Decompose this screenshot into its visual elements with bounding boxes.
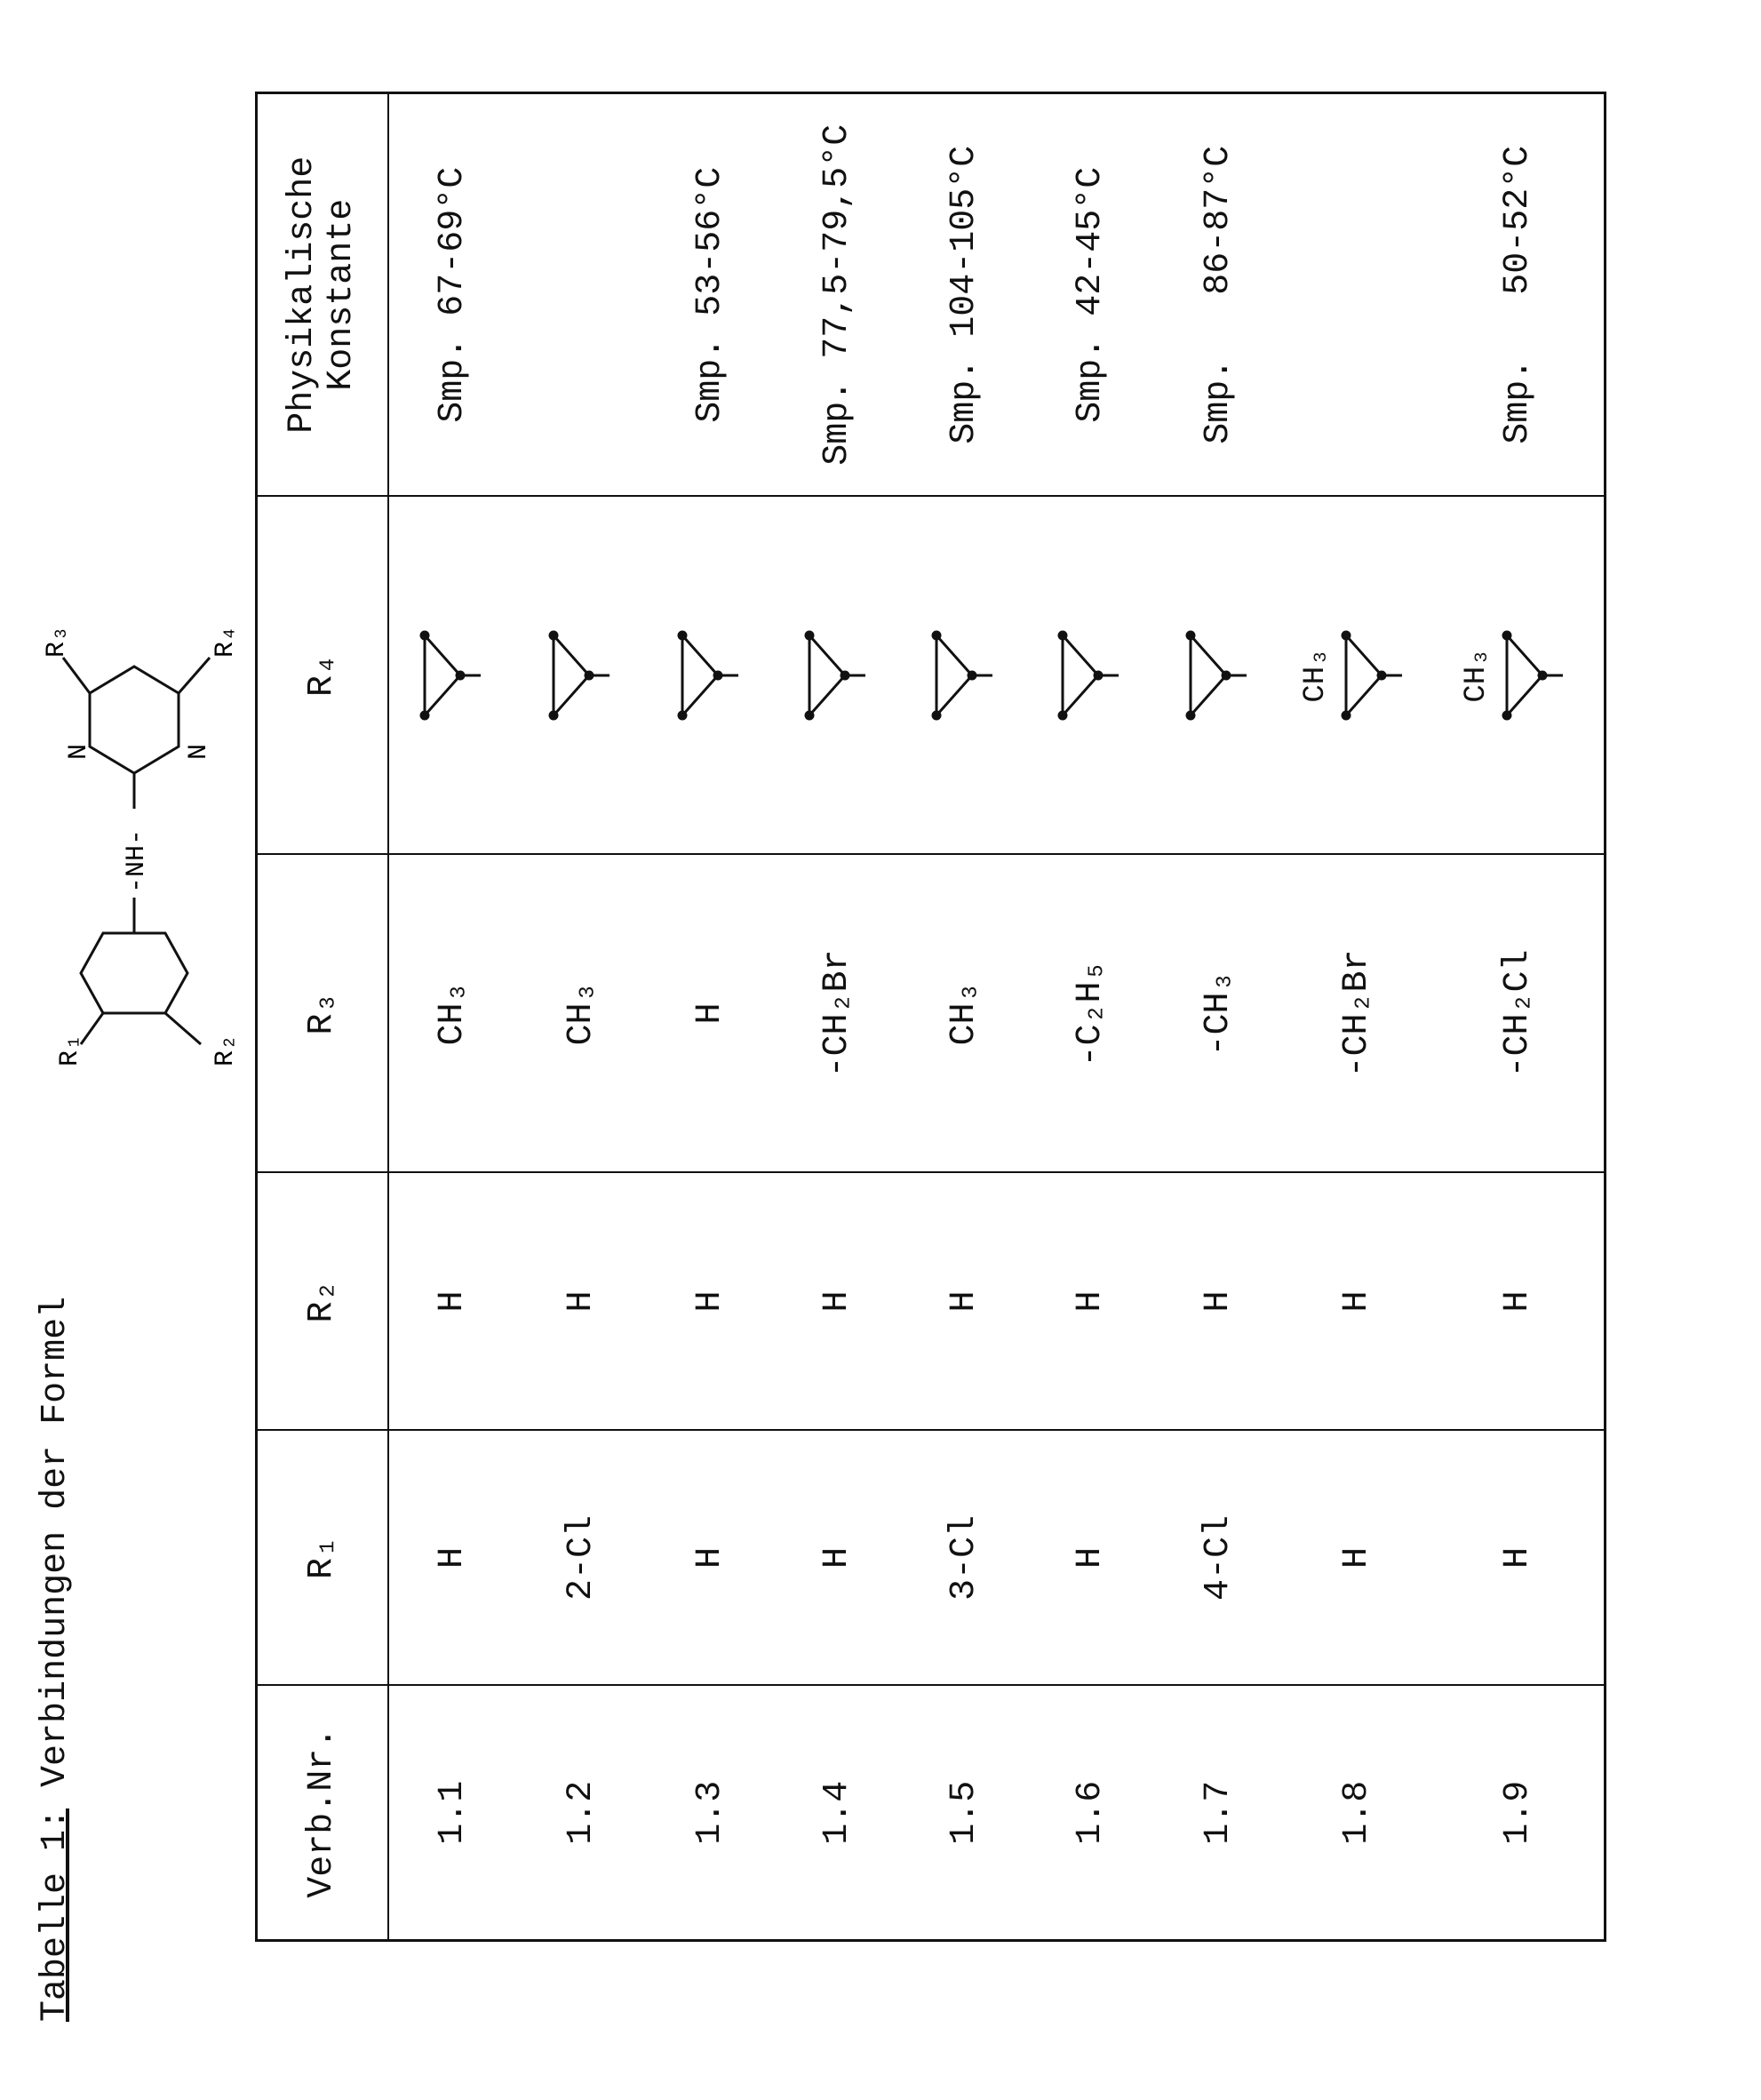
cell-r3: -CH₃ — [1154, 855, 1283, 1173]
cell-nr: 1.3 — [646, 1686, 775, 1941]
cyclopropyl-icon — [923, 627, 994, 724]
cell-phys: Smp. 86-87°C — [1154, 93, 1283, 497]
table-caption — [36, 1297, 76, 2022]
formula-r3: R₃ — [42, 626, 72, 658]
cell-r3: -CH₂Br — [775, 855, 901, 1173]
cell-r2: H — [1432, 1173, 1606, 1431]
cell-r2: H — [646, 1173, 775, 1431]
cell-r4 — [388, 497, 517, 855]
cell-r3: H — [646, 855, 775, 1173]
cyclopropyl-icon — [411, 627, 482, 724]
header-row — [257, 93, 388, 1941]
cell-r4 — [646, 497, 775, 855]
cyclopropyl-icon — [1177, 627, 1248, 724]
cell-r4 — [775, 497, 901, 855]
cell-r1: H — [1432, 1431, 1606, 1686]
table-row — [1028, 93, 1154, 1941]
header-r2: R₂ — [257, 1173, 388, 1431]
formula-r1: R₁ — [55, 1034, 85, 1066]
table-row — [646, 93, 775, 1941]
cell-r4 — [1154, 497, 1283, 855]
cell-r2: H — [517, 1173, 646, 1431]
cell-r2: H — [1154, 1173, 1283, 1431]
table-row — [388, 93, 517, 1941]
r4-substituent: CH₃ — [1299, 498, 1333, 854]
r4-substituent: CH₃ — [1460, 498, 1494, 854]
cell-nr: 1.2 — [517, 1686, 646, 1941]
header-r4: R₄ — [257, 497, 388, 855]
formula-r4: R₄ — [211, 626, 241, 658]
cell-r3: -CH₂Br — [1283, 855, 1432, 1173]
cell-nr: 1.9 — [1432, 1686, 1606, 1941]
header-phys-line2: Konstante — [322, 199, 362, 391]
table-row — [901, 93, 1028, 1941]
cell-nr: 1.1 — [388, 1686, 517, 1941]
cell-r2: H — [775, 1173, 901, 1431]
cell-r3: CH₃ — [517, 855, 646, 1173]
caption-label: Tabelle 1: — [36, 1809, 76, 2022]
cell-phys: Smp. 53-56°C — [646, 93, 775, 497]
cell-r3: CH₃ — [388, 855, 517, 1173]
cyclopropyl-icon — [540, 627, 611, 724]
formula-n-bottom: N — [184, 744, 214, 760]
formula-r2: R₂ — [211, 1034, 241, 1066]
cell-r4 — [1028, 497, 1154, 855]
formula-nh: -NH- — [122, 829, 152, 893]
header-r3: R₃ — [257, 855, 388, 1173]
cell-r1: H — [388, 1431, 517, 1686]
cell-phys: Smp. 50-52°C — [1432, 93, 1606, 497]
cell-r1: 3-Cl — [901, 1431, 1028, 1686]
table-row — [517, 93, 646, 1941]
cell-r1: H — [1028, 1431, 1154, 1686]
cell-r1: 4-Cl — [1154, 1431, 1283, 1686]
cyclopropyl-icon — [1333, 627, 1404, 724]
cell-phys: Smp. 104-105°C — [901, 93, 1028, 497]
cell-r4 — [1432, 497, 1606, 855]
cell-phys: Smp. 42-45°C — [1028, 93, 1154, 497]
header-r1: R₁ — [257, 1431, 388, 1686]
cell-r3: CH₃ — [901, 855, 1028, 1173]
cell-r4 — [901, 497, 1028, 855]
cell-r2: H — [1028, 1173, 1154, 1431]
cell-r4 — [517, 497, 646, 855]
cell-nr: 1.4 — [775, 1686, 901, 1941]
cyclopropyl-icon — [796, 627, 867, 724]
compound-table — [255, 94, 1603, 1942]
cell-r2: H — [901, 1173, 1028, 1431]
table-row — [775, 93, 901, 1941]
formula-drawing — [41, 613, 250, 1075]
cell-nr: 1.6 — [1028, 1686, 1154, 1941]
header-nr: Verb.Nr. — [257, 1686, 388, 1941]
table-row — [1154, 93, 1283, 1941]
table-row — [1432, 93, 1606, 1941]
cyclopropyl-icon — [1049, 627, 1120, 724]
cell-r1: 2-Cl — [517, 1431, 646, 1686]
cell-phys: Smp. 67-69°C — [388, 93, 517, 497]
cell-r1: H — [1283, 1431, 1432, 1686]
header-phys-line1: Physikalische — [283, 156, 323, 434]
cell-r2: H — [388, 1173, 517, 1431]
cell-r1: H — [775, 1431, 901, 1686]
cell-r2: H — [1283, 1173, 1432, 1431]
cell-r3: -CH₂Cl — [1432, 855, 1606, 1173]
formula-n-top: N — [64, 744, 94, 760]
cell-r1: H — [646, 1431, 775, 1686]
cyclopropyl-icon — [669, 627, 740, 724]
cell-nr: 1.7 — [1154, 1686, 1283, 1941]
cell-phys — [517, 93, 646, 497]
cell-phys — [1283, 93, 1432, 497]
caption-text: Verbindungen der Formel — [36, 1297, 76, 1809]
structural-formula — [41, 613, 250, 1075]
cell-r4 — [1283, 497, 1432, 855]
header-phys — [257, 93, 388, 497]
cell-phys: Smp. 77,5-79,5°C — [775, 93, 901, 497]
table-row — [1283, 93, 1432, 1941]
cell-r3: -C₂H₅ — [1028, 855, 1154, 1173]
cyclopropyl-icon — [1494, 627, 1565, 724]
cell-nr: 1.5 — [901, 1686, 1028, 1941]
cell-nr: 1.8 — [1283, 1686, 1432, 1941]
